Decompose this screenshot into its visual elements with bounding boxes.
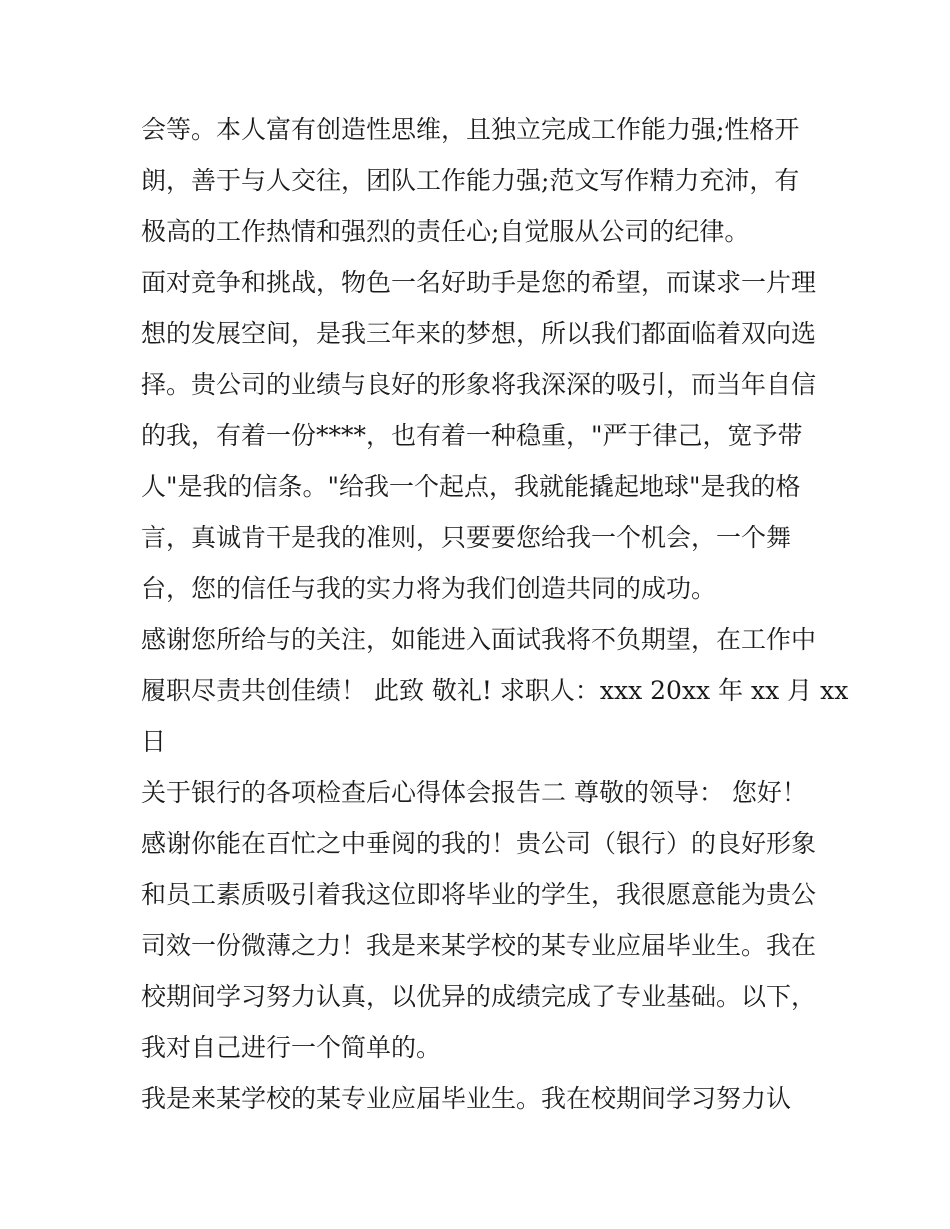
text-line: 和员工素质吸引着我这位即将毕业的学生，我很愿意能为贵公	[141, 880, 817, 909]
text-line: 想的发展空间，是我三年来的梦想，所以我们都面临着双向选	[141, 319, 817, 348]
paragraph-2	[141, 257, 821, 614]
document-body	[141, 104, 849, 1124]
text-line: 日	[141, 727, 167, 756]
text-line: 择。贵公司的业绩与良好的形象将我深深的吸引，而当年自信	[141, 370, 817, 399]
text-line: 校期间学习努力认真，以优异的成绩完成了专业基础。以下，	[141, 982, 817, 1011]
text-line: 极高的工作热情和强烈的责任心;自觉服从公司的纪律。	[141, 217, 750, 246]
text-line: 朗，善于与人交往，团队工作能力强;范文写作精力充沛，有	[141, 166, 800, 195]
text-line: 我对自己进行一个简单的。	[141, 1033, 442, 1062]
text-line: 感谢您所给与的关注，如能进入面试我将不负期望，在工作中	[141, 625, 817, 654]
text-line: 会等。本人富有创造性思维，且独立完成工作能力强;性格开	[141, 115, 800, 144]
paragraph-3	[141, 614, 849, 767]
text-line: 履职尽责共创佳绩！ 此致 敬礼! 求职人：xxx 20xx 年 xx 月 xx	[141, 676, 849, 705]
paragraph-5	[141, 1073, 821, 1124]
text-line: 人"是我的信条。"给我一个起点，我就能撬起地球"是我的格	[141, 472, 801, 501]
text-line: 感谢你能在百忙之中垂阅的我的！贵公司（银行）的良好形象	[141, 829, 817, 858]
text-line: 司效一份微薄之力！我是来某学校的某专业应届毕业生。我在	[141, 931, 817, 960]
text-line: 言，真诚肯干是我的准则，只要要您给我一个机会，一个舞	[141, 523, 792, 552]
paragraph-4	[141, 767, 821, 1073]
text-line: 面对竞争和挑战，物色一名好助手是您的希望，而谋求一片理	[141, 268, 817, 297]
text-line: 关于银行的各项检查后心得体会报告二 尊敬的领导： 您好！	[141, 778, 807, 807]
paragraph-1	[141, 104, 821, 257]
text-line: 台，您的信任与我的实力将为我们创造共同的成功。	[141, 574, 717, 603]
text-line: 我是来某学校的某专业应届毕业生。我在校期间学习努力认	[141, 1084, 792, 1113]
text-line: 的我，有着一份****，也有着一种稳重，"严于律己，宽予带	[141, 421, 803, 450]
